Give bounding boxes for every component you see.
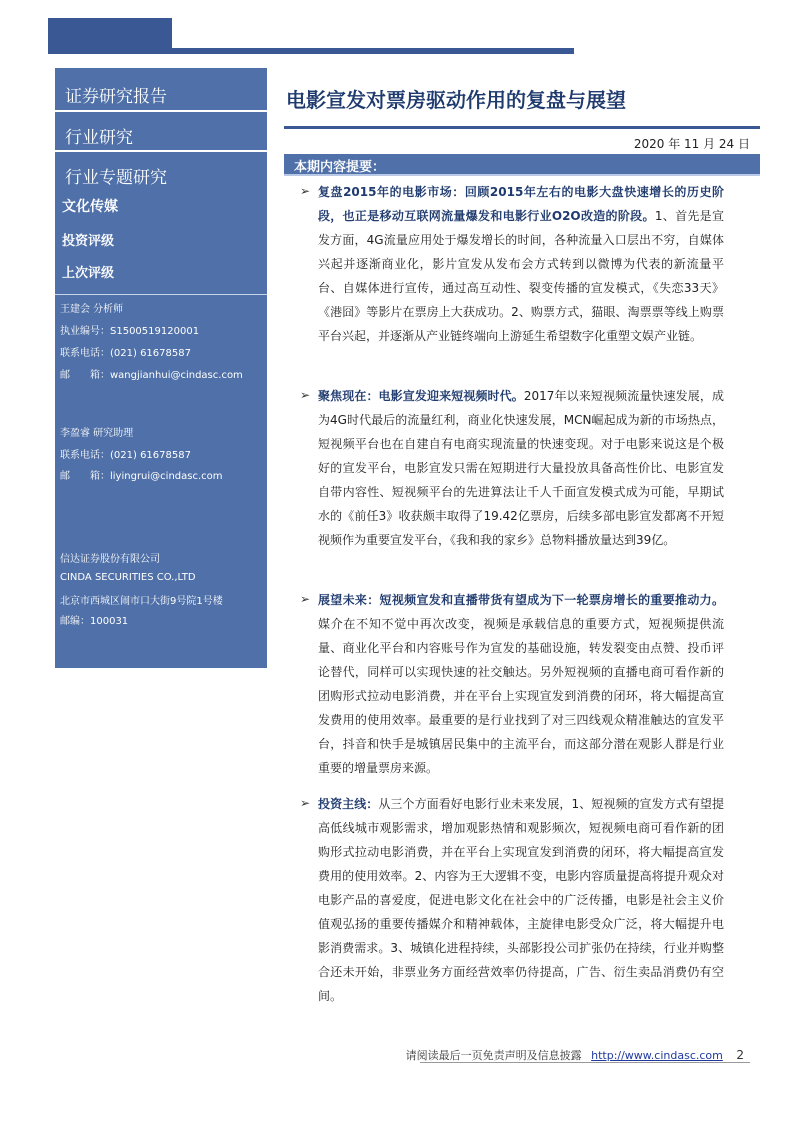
- sidebar-industry: 文化传媒: [62, 199, 118, 215]
- analyst1-email: 邮 箱：wangjianhui@cindasc.com: [60, 370, 243, 381]
- summary-bar: [284, 154, 760, 176]
- header-rule: [48, 48, 574, 54]
- footer: [406, 1047, 744, 1063]
- section-current-highlight: 聚焦现在：电影宣发迎来短视频时代。: [318, 389, 524, 403]
- analyst2-name: 李盈睿 研究助理: [60, 428, 134, 439]
- section-outlook-highlight: 展望未来：短视频宣发和直播带货有望成为下一轮票房增长的重要推动力。: [318, 593, 724, 607]
- section-review-highlight: 复盘2015年的电影市场：回顾2015年左右的电影大盘快速增长的历史阶段，也正是移动互联网流量爆发和电影行业O2O改造的阶段。: [318, 185, 724, 223]
- section-investment-highlight: 投资主线：: [318, 797, 379, 811]
- title-rule: [284, 126, 760, 129]
- analyst1-license: 执业编号：S1500519120001: [60, 326, 200, 337]
- analyst2-phone: 联系电话：(021) 61678587: [60, 450, 191, 461]
- page-title: 电影宣发对票房驱动作用的复盘与展望: [286, 88, 626, 112]
- section-review: [318, 180, 724, 348]
- section-review-body: 1、首先是宣发方面，4G流量应用处于爆发增长的时间，各种流量入口层出不穷，自媒体兴起并逐渐商业化，影片宣发从发布会方式转到以微博为代表的新流量平台、自媒体进行宣传，通过高互动性、裂变传播的宣发模式，《失恋33天》《港囧》等影片在票房上大获成功。2、购票方式，猫眼、淘票票等线上购票平台兴起，并逐渐从产业链终端向上游延生希望数字化重塑文娱产业链。: [318, 209, 724, 343]
- sidebar-tag-special-research: 行业专题研究: [65, 168, 167, 188]
- header-accent-block: [48, 18, 172, 50]
- sidebar-divider: [55, 294, 267, 295]
- sidebar-prev-rating-label: 上次评级: [62, 266, 115, 281]
- sidebar-rating-label: 投资评级: [62, 234, 115, 249]
- bullet-arrow-icon: ➢: [300, 592, 311, 606]
- section-outlook-body: 媒介在不知不觉中再次改变，视频是承载信息的重要方式，短视频提供流量、商业化平台和内容账号作为宣发的基础设施，转发裂变由点赞、投币评论替代，同样可以实现快速的社交触达。另外短视频的直播电商可看作新的团购形式拉动电影消费，并在平台上实现宣发到消费的闭环，将大幅提高宣发费用的使用效率。最重要的是行业找到了对三四线观众精准触达的宣发平台，抖音和快手是城镇居民集中的主流平台，而这部分潜在观影人群是行业重要的增量票房来源。: [318, 617, 724, 775]
- footer-website-link[interactable]: http://www.cindasc.com: [591, 1049, 723, 1062]
- section-current-body: 2017年以来短视频流量快速发展，成为4G时代最后的流量红利，商业化快速发展，MCN崛起成为新的市场热点，短视频平台也在自建自有电商实现流量的快速变现。对于电影来说这是个极好的宣发平台，电影宣发只需在短期进行大量投放具备高性价比、电影宣发自带内容性、短视频平台的先进算法让千人千面宣发模式成为可能，早期试水的《前任3》收获颇丰取得了19.42亿票房，后续多部电影宣发都离不开短视频作为重要宣发平台，《我和我的家乡》总物料播放量达到39亿。: [318, 389, 724, 547]
- report-date: 2020 年 11 月 24 日: [633, 137, 750, 151]
- company-name-en: CINDA SECURITIES CO.,LTD: [60, 572, 196, 583]
- section-outlook: [318, 588, 724, 780]
- section-investment: [318, 792, 724, 1008]
- bullet-arrow-icon: ➢: [300, 388, 311, 402]
- company-name-cn: 信达证券股份有限公司: [60, 554, 160, 565]
- analyst1-name: 王建会 分析师: [60, 304, 124, 315]
- section-current: [318, 384, 724, 552]
- page-number: 2: [736, 1048, 744, 1062]
- sidebar-tag-industry-research: 行业研究: [55, 112, 267, 152]
- analyst1-phone: 联系电话：(021) 61678587: [60, 348, 191, 359]
- company-address: 北京市西城区闹市口大街9号院1号楼: [60, 596, 223, 607]
- footer-notice: 请阅读最后一页免责声明及信息披露: [405, 1049, 582, 1062]
- bullet-arrow-icon: ➢: [300, 184, 311, 198]
- sidebar-tag-report: 证券研究报告: [55, 68, 267, 112]
- analyst2-email: 邮 箱：liyingrui@cindasc.com: [60, 471, 223, 482]
- bullet-arrow-icon: ➢: [300, 796, 311, 810]
- summary-label: 本期内容提要：: [294, 160, 386, 175]
- company-postcode: 邮编：100031: [60, 616, 129, 627]
- section-investment-body: 从三个方面看好电影行业未来发展，1、短视频的宣发方式有望提高低线城市观影需求，增加观影热情和观影频次，短视频电商可看作新的团购形式拉动电影消费，并在平台上实现宣发到消费的闭环，将大幅提高宣发费用的使用效率。2、内容为王大逻辑不变，电影内容质量提高将提升观众对电影产品的喜爱度，促进电影文化在社会中的广泛传播，电影是社会主义价值观弘扬的重要传播媒介和精神载体，主旋律电影受众广泛，将大幅提升电影消费需求。3、城镇化进程持续，头部影投公司扩张仍在持续，行业并购整合还未开始，非票业务方面经营效率仍待提高，广告、衍生卖品消费仍有空间。: [318, 797, 724, 1003]
